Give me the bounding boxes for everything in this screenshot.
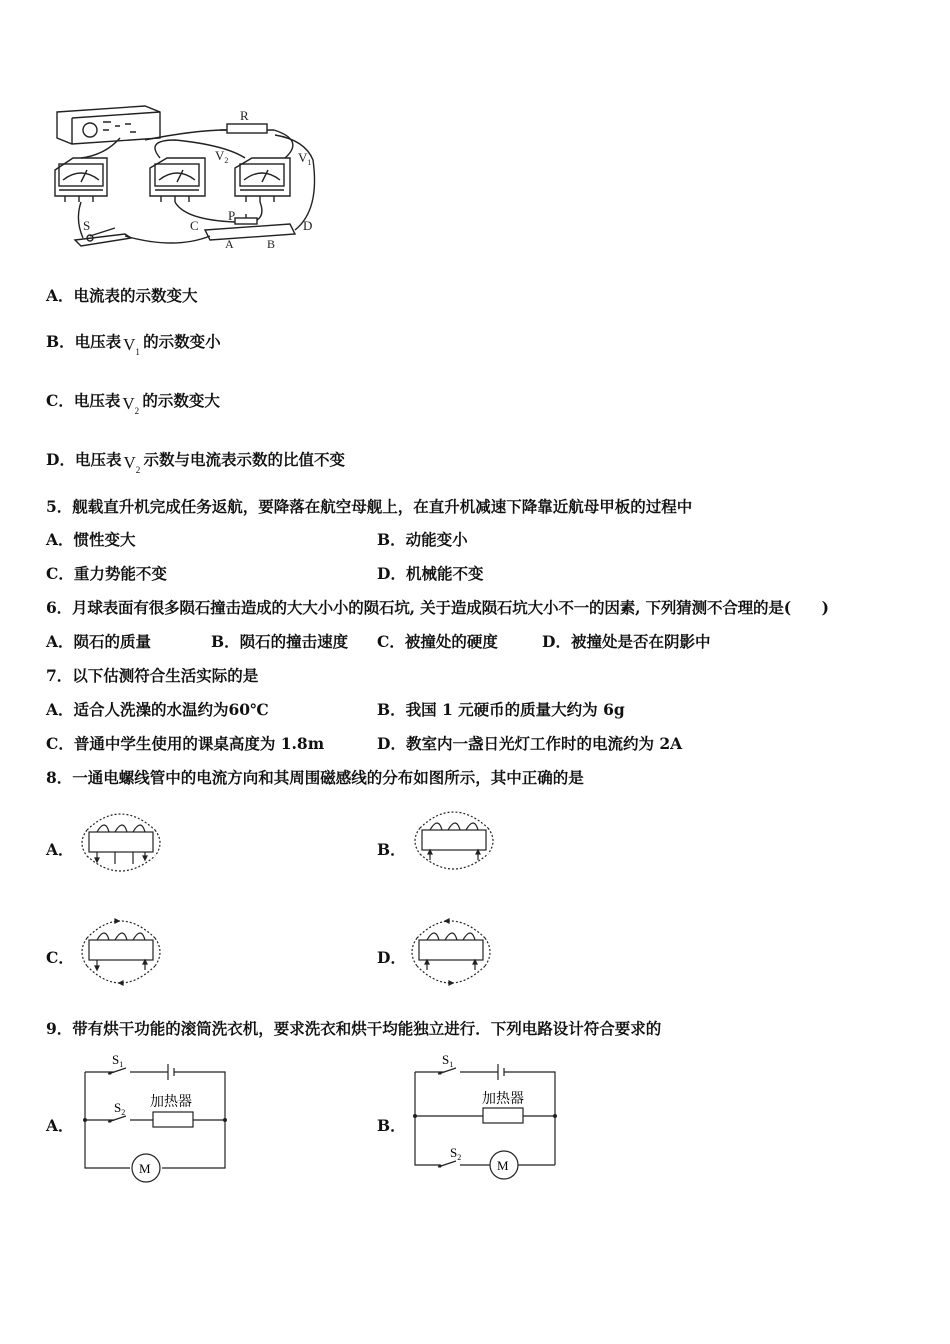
q8-option-c[interactable]: C． xyxy=(46,948,74,967)
q4-label-r: R xyxy=(240,108,249,123)
q9-option-a[interactable]: A． xyxy=(46,1116,74,1135)
q7-option-d[interactable]: D．教室内一盏日光灯工作时的电流约为 2A xyxy=(377,734,683,753)
q4-option-a[interactable]: A．电流表的示数变大 xyxy=(46,286,198,305)
q4-option-b-prefix: B．电压表 xyxy=(46,332,122,351)
q7-option-b[interactable]: B．我国 1 元硬币的质量大约为 6g xyxy=(377,700,625,719)
q6-stem: 6．月球表面有很多陨石撞击造成的大大小小的陨石坑, 关于造成陨石坑大小不一的因素, 下列猜测不合理的是( ) xyxy=(46,598,829,617)
q7-option-a[interactable]: A．适合人洗澡的水温约为60℃ xyxy=(46,700,269,719)
q5-option-d[interactable]: D．机械能不变 xyxy=(377,564,484,583)
q9b-s2-label: $S_2$ xyxy=(450,1145,462,1162)
q4-option-b[interactable]: B．电压表 $V_1$ 的示数变小 xyxy=(46,332,221,357)
q9a-s1-label: $S_1$ xyxy=(112,1052,124,1069)
q9a-motor-icon: M xyxy=(139,1161,151,1176)
q8-stem: 8．一通电螺线管中的电流方向和其周围磁感线的分布如图所示，其中正确的是 xyxy=(46,768,584,787)
q4-option-d-suffix: 示数与电流表示数的比值不变 xyxy=(143,450,345,469)
q6-option-a[interactable]: A．陨石的质量 xyxy=(46,632,152,651)
q9-stem: 9．带有烘干功能的滚筒洗衣机，要求洗衣和烘干均能独立进行．下列电路设计符合要求的 xyxy=(46,1019,662,1038)
q8-option-d[interactable]: D． xyxy=(377,948,406,967)
q5-option-b[interactable]: B．动能变小 xyxy=(377,530,468,549)
q4-label-a: A xyxy=(225,237,234,251)
q7-option-c[interactable]: C．普通中学生使用的课桌高度为 1.8m xyxy=(46,734,325,753)
q9-option-b[interactable]: B． xyxy=(377,1116,406,1135)
q8-solenoid-c xyxy=(75,910,165,990)
q4-label-p: P xyxy=(228,208,236,223)
q4-option-d[interactable]: D．电压表 $V_2$ 示数与电流表示数的比值不变 xyxy=(46,450,345,475)
q4-label-s: S xyxy=(83,218,91,233)
q4-circuit-figure xyxy=(45,100,345,260)
q4-option-c-suffix: 的示数变大 xyxy=(142,391,220,410)
q8-solenoid-d xyxy=(405,910,495,990)
q9b-s1-label: $S_1$ xyxy=(442,1052,454,1069)
q8-option-b[interactable]: B． xyxy=(377,840,406,859)
q6-option-b[interactable]: B．陨石的撞击速度 xyxy=(211,632,349,651)
q5-option-c[interactable]: C．重力势能不变 xyxy=(46,564,167,583)
q9a-heater-label: 加热器 xyxy=(150,1095,192,1110)
q8-solenoid-a xyxy=(75,808,165,878)
q6-option-d[interactable]: D．被撞处是否在阴影中 xyxy=(542,632,711,651)
q9b-heater-label: 加热器 xyxy=(482,1092,524,1107)
q4-label-d: D xyxy=(303,218,313,233)
q9b-motor-icon: M xyxy=(497,1158,509,1173)
q5-stem: 5．舰载直升机完成任务返航，要降落在航空母舰上，在直升机减速下降靠近航母甲板的过程中 xyxy=(46,497,693,516)
q4-option-c-prefix: C．电压表 xyxy=(46,391,121,410)
q4-label-b: B xyxy=(267,237,276,251)
q4-option-c[interactable]: C．电压表 $V_2$ 的示数变大 xyxy=(46,391,220,416)
q9a-s2-label: $S_2$ xyxy=(114,1100,126,1117)
q7-stem: 7．以下估测符合生活实际的是 xyxy=(46,666,259,685)
q4-option-d-prefix: D．电压表 xyxy=(46,450,122,469)
q4-label-v2: $V_2$ xyxy=(215,148,229,165)
q4-label-c: C xyxy=(190,218,199,233)
q8-solenoid-b xyxy=(408,806,498,876)
q8-option-a[interactable]: A． xyxy=(46,840,74,859)
q4-label-v1: $V_1$ xyxy=(298,150,312,167)
q5-option-a[interactable]: A．惯性变大 xyxy=(46,530,136,549)
q9-circuit-a xyxy=(80,1050,240,1180)
q4-option-b-suffix: 的示数变小 xyxy=(143,332,221,351)
q9-circuit-b xyxy=(410,1050,570,1180)
q6-option-c[interactable]: C．被撞处的硬度 xyxy=(377,632,498,651)
